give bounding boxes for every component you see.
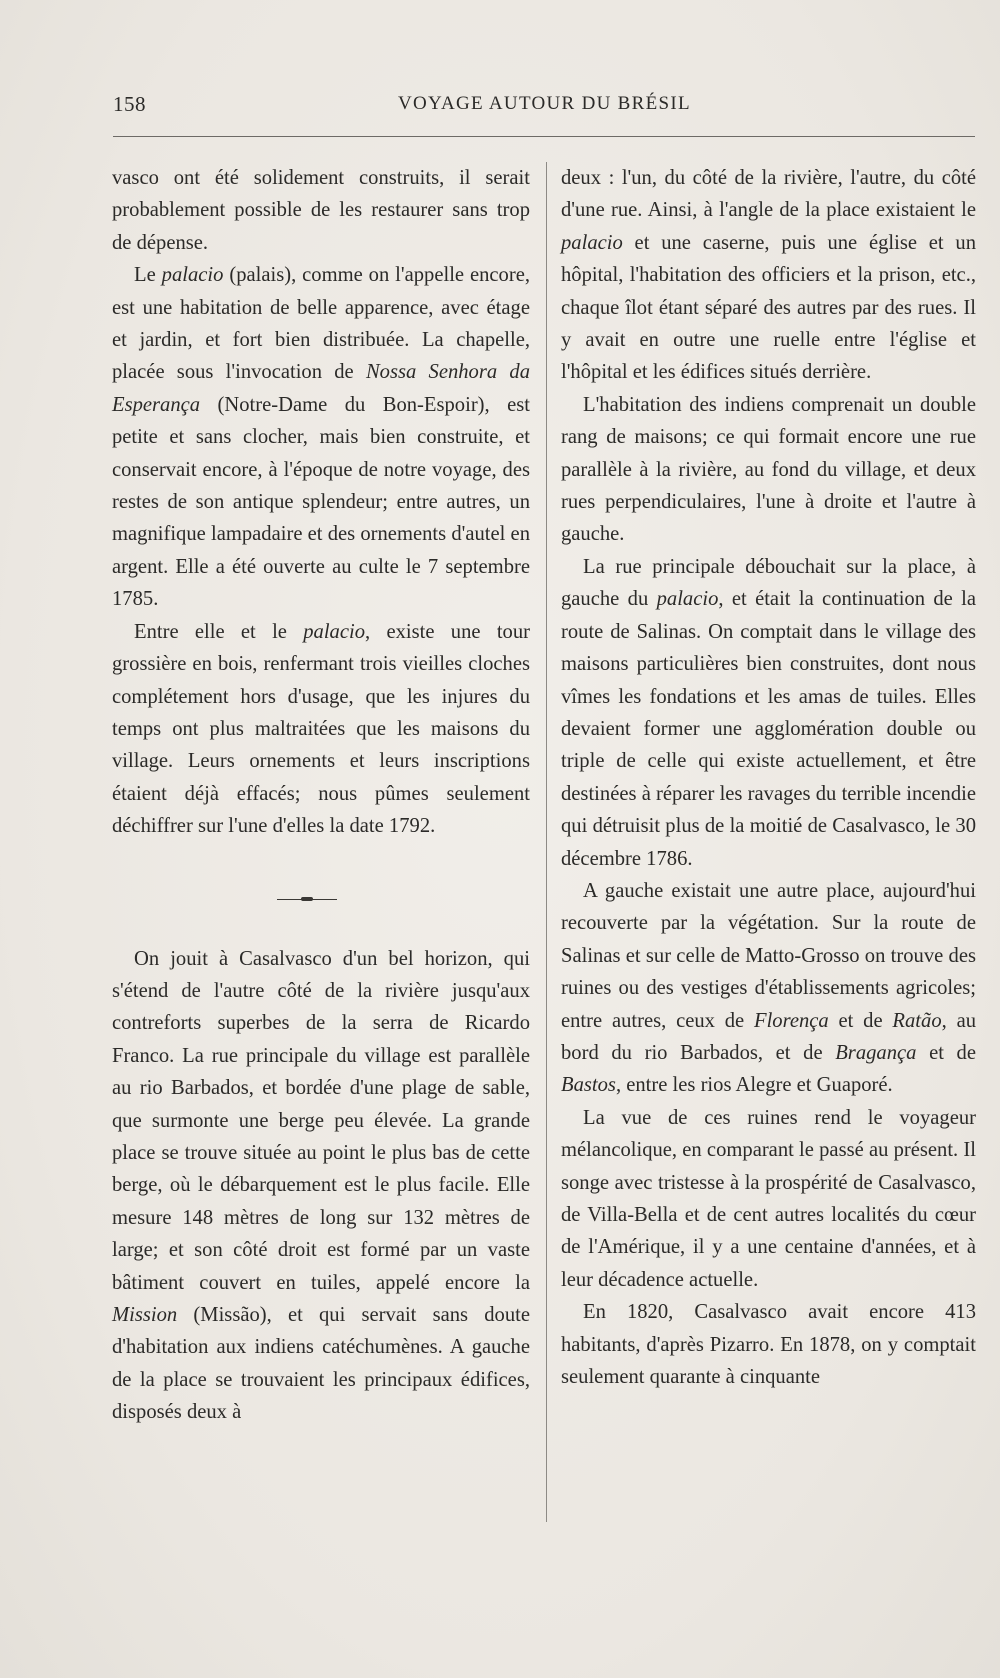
column-divider [546, 162, 547, 1522]
text-run: L'habitation des indiens comprenait un double rang de maisons; ce qui formait encore une rue parallèle à la rivière, au fond du village, et deux rues perpendiculaires, l'une à droite et l'autre à gauche. [561, 393, 976, 546]
text-run: et une caserne, puis une église et un hôpital, l'habitation des officiers et la prison, etc., chaque îlot étant séparé des autres par des rues. Il y avait en outre une ruelle entre l'église et l'hôpital et les édifices situés derrière. [561, 231, 976, 384]
running-head [113, 92, 973, 122]
paragraph-left-1 [112, 162, 530, 259]
text-run: , entre les rios Alegre et Guaporé. [615, 1074, 893, 1097]
italic-term: palacio [161, 264, 224, 287]
text-run: (Missão), et qui servait sans doute d'habitation aux indiens catéchumènes. A gauche de la place se trouvaient les principaux édifices, disposés deux à [112, 1304, 530, 1424]
text-run: Le [134, 264, 162, 287]
paragraph-right-3 [561, 551, 976, 875]
text-run: A gauche existait une autre place, aujourd'hui recouverte par la végétation. Sur la route de Salinas et sur celle de Matto-Grosso on trouve des ruines ou des vestiges d'établissements agricoles; entre autres, ceux de [561, 879, 976, 1032]
running-title: VOYAGE AUTOUR DU BRÉSIL [398, 93, 691, 114]
text-run: vasco ont été solidement construits, il serait probablement possible de les restaurer sans trop de dépense. [112, 167, 530, 254]
paragraph-right-2 [561, 389, 976, 551]
text-run: On jouit à Casalvasco d'un bel horizon, qui s'étend de l'autre côté de la rivière jusqu'aux contreforts superbes de la serra de Ricardo Franco. La rue principale du village est parallèle au rio Barbados, et bordée d'une plage de sable, que surmonte une berge peu élevée. La grande place se trouve située au point le plus bas de cette berge, où le débarquement est le plus facile. Elle mesure 148 mètres de long sur 132 mètres de large; et son côté droit est formé par un vaste bâtiment couvert en tuiles, appelé encore la [112, 947, 530, 1294]
paragraph-right-5 [561, 1102, 976, 1296]
text-run: (Notre-Dame du Bon-Espoir), est petite et sans clocher, mais bien construite, et conservait encore, à l'époque de notre voyage, des restes de son antique splendeur; entre autres, un magnifique lampadaire et des ornements d'autel en argent. Elle a été ouverte au culte le 7 septembre 1785. [112, 393, 530, 611]
section-break [112, 843, 530, 943]
paragraph-right-6 [561, 1296, 976, 1393]
right-column [561, 162, 976, 1393]
text-run: , au bord du rio Barbados, et de [561, 1009, 977, 1064]
italic-term: palacio [656, 588, 719, 611]
paragraph-right-1 [561, 162, 976, 389]
left-column [112, 162, 530, 1429]
italic-term: palacio [561, 231, 623, 254]
italic-term: Bastos [561, 1074, 616, 1097]
text-run: et de [916, 1041, 976, 1064]
italic-term: Nossa Senhora da Esperança [112, 361, 530, 416]
text-run: , et était la continuation de la route de Salinas. On comptait dans le village des maisons particulières bien construites, dont nous vîmes les fondations et les amas de tuiles. Elles devaient former une agglomération double ou triple de celle qui existe actuellement, et être destinées à réparer les ravages du terrible incendie qui détruisit plus de la moitié de Casalvasco, le 30 décembre 1786. [561, 588, 976, 870]
text-run: et de [828, 1009, 893, 1032]
text-run: (palais), comme on l'appelle encore, est une habitation de belle apparence, avec étage et jardin, et fort bien distribuée. La chapelle, placée sous l'invocation de [112, 264, 530, 384]
text-run: Entre elle et le [134, 620, 304, 643]
text-run: La rue principale débouchait sur la place, à gauche du [561, 555, 976, 611]
page-number: 158 [113, 92, 146, 116]
paragraph-left-4 [112, 943, 530, 1429]
paragraph-left-3 [112, 616, 530, 843]
text-run: La vue de ces ruines rend le voyageur mélancolique, en comparant le passé au présent. Il songe avec tristesse à la prospérité de Casalvasco, de Villa-Bella et de cent autres localités du cœur de l'Amérique, il y a une centaine d'années, et à leur décadence actuelle. [561, 1106, 976, 1291]
italic-term: Mission [112, 1304, 178, 1326]
section-ornament [277, 899, 337, 900]
paragraph-right-4 [561, 875, 976, 1102]
italic-term: Ratão [892, 1009, 942, 1032]
paragraph-left-2 [112, 259, 530, 615]
text-run: En 1820, Casalvasco avait encore 413 habitants, d'après Pizarro. En 1878, on y comptait seulement quarante à cinquante [561, 1301, 976, 1389]
italic-term: Bragança [835, 1041, 917, 1064]
header-rule [113, 136, 975, 137]
text-run: , existe une tour grossière en bois, renfermant trois vieilles cloches complétement hors d'usage, que les injures du temps ont plus maltraitées que les maisons du village. Leurs ornements et leurs inscriptions étaient déjà effacés; nous pûmes seulement déchiffrer sur l'une d'elles la date 1792. [112, 620, 530, 838]
italic-term: palacio [303, 620, 366, 643]
italic-term: Florença [753, 1009, 829, 1032]
text-run: deux : l'un, du côté de la rivière, l'autre, du côté d'une rue. Ainsi, à l'angle de la place existaient le [561, 167, 976, 222]
